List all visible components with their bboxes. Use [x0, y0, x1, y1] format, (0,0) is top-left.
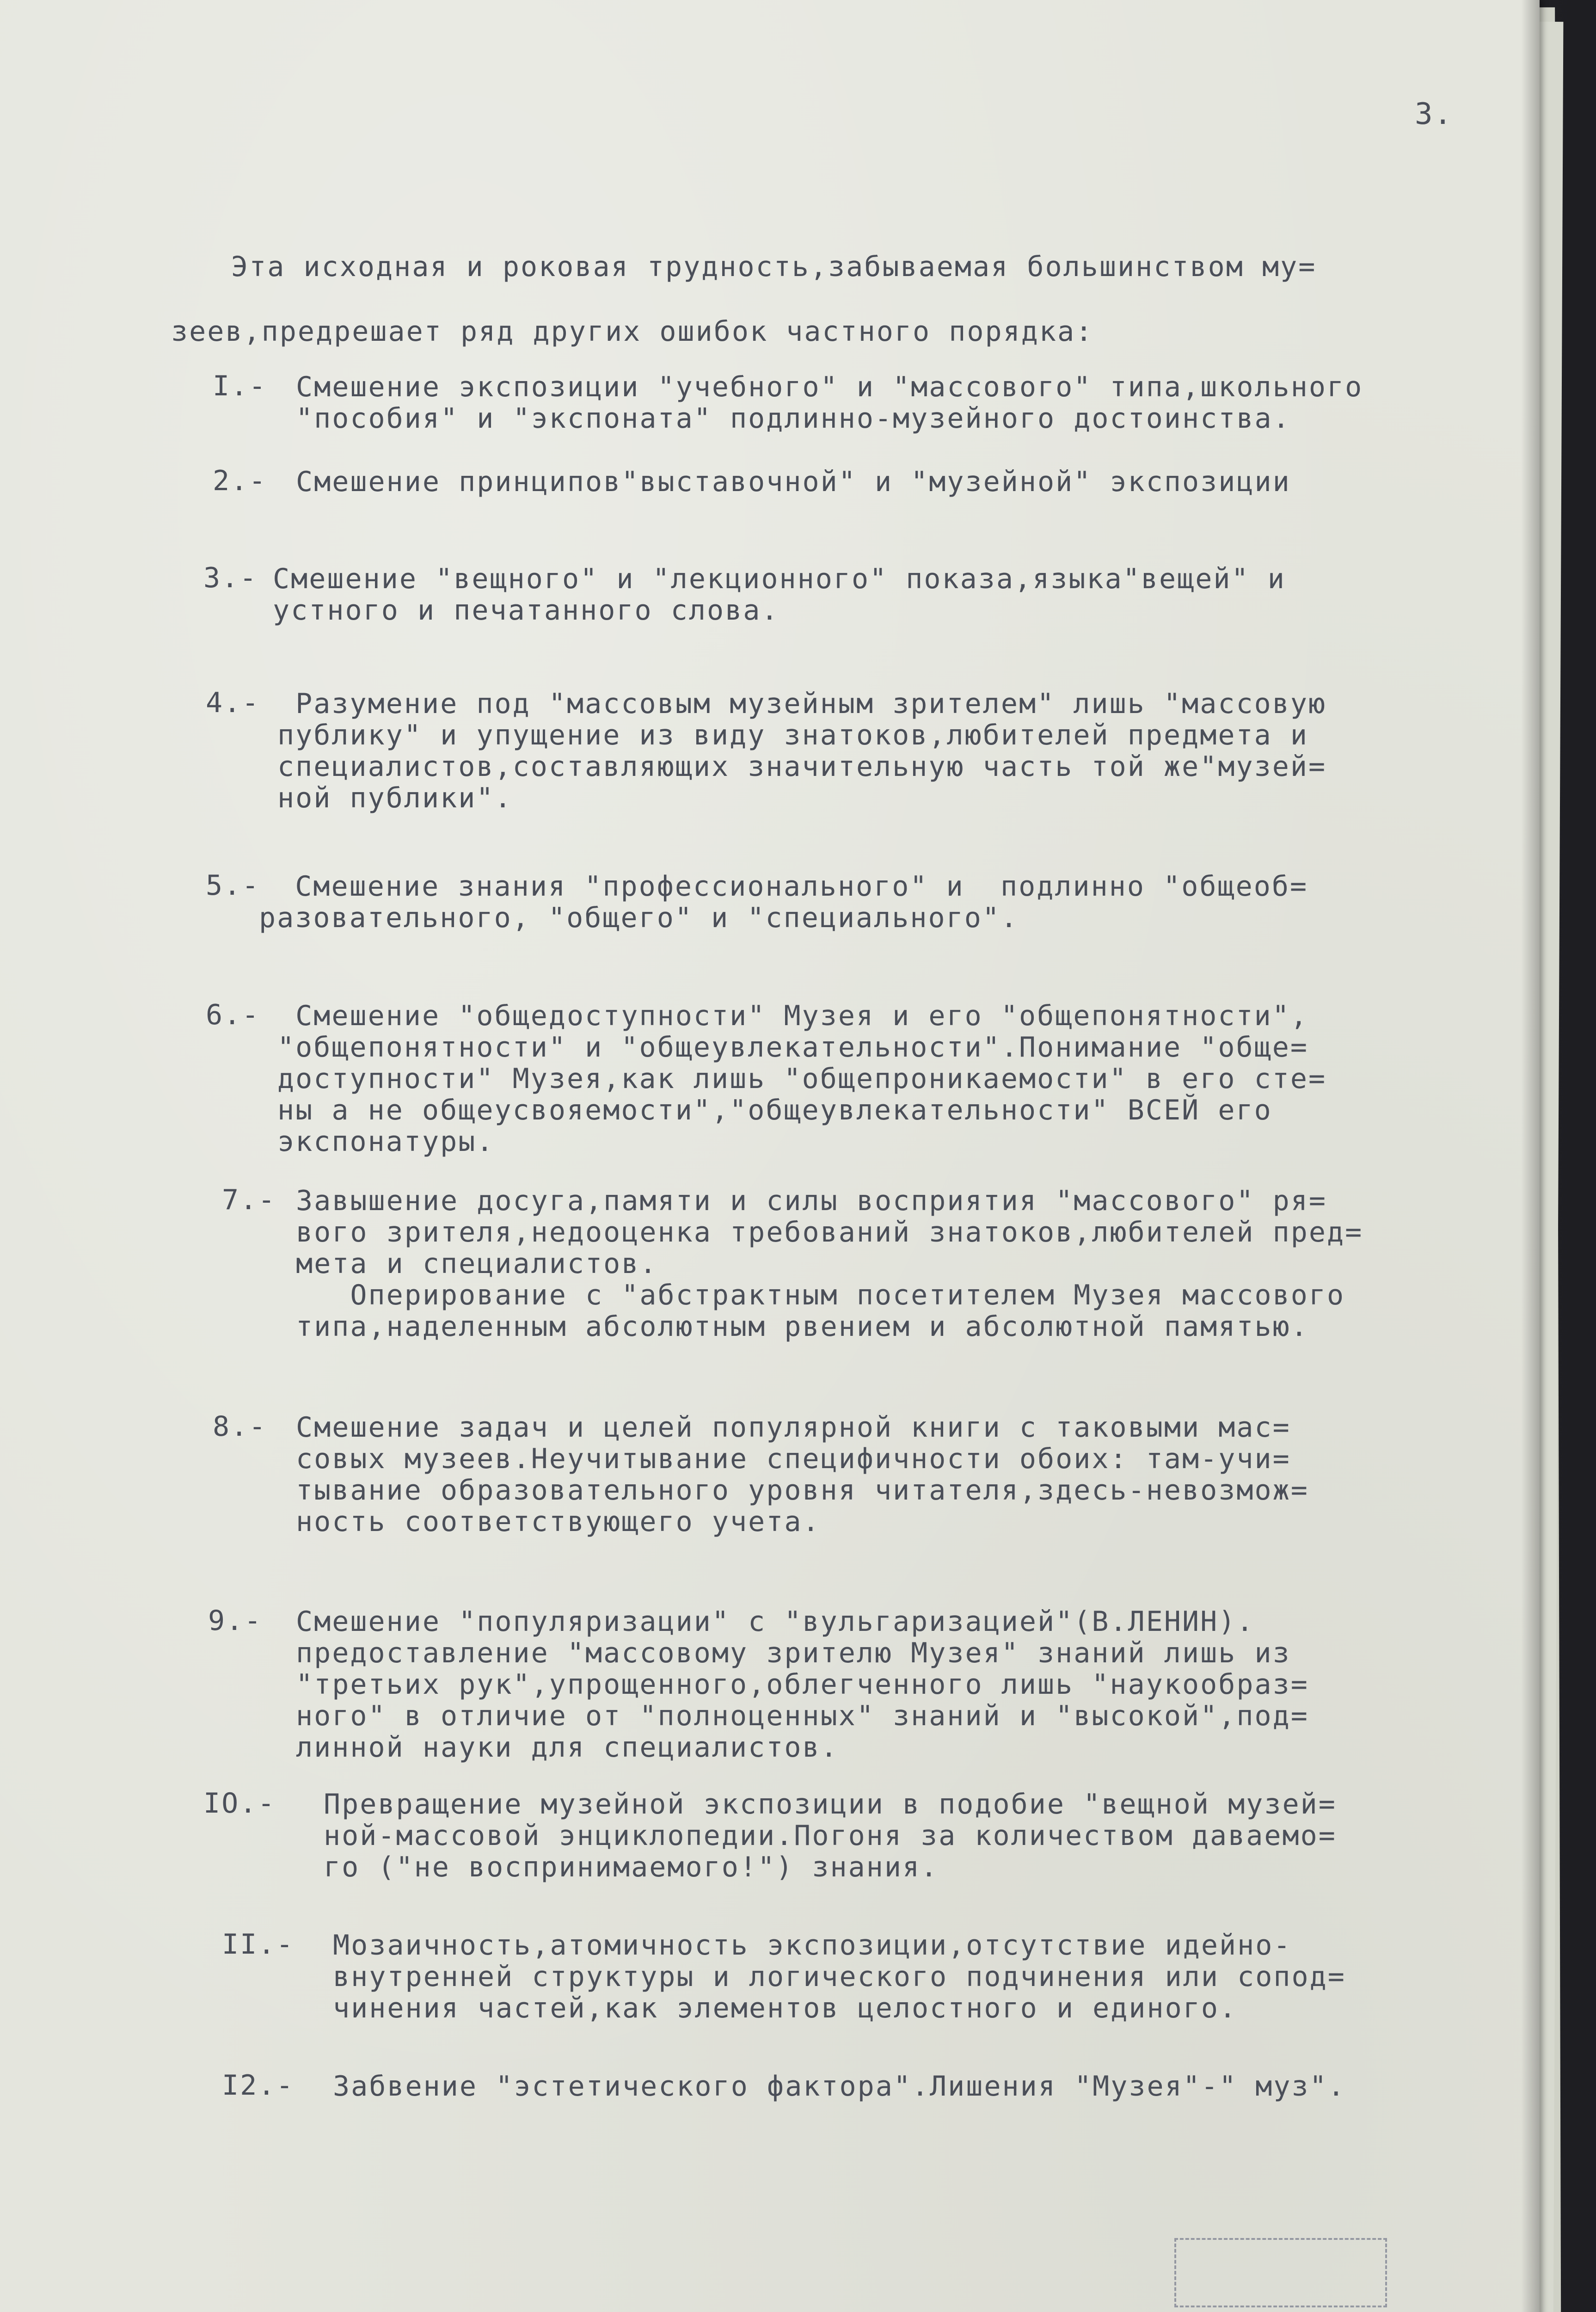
page-number: 3. — [1415, 97, 1454, 131]
list-item-number: 6.- — [206, 999, 260, 1031]
list-item-line: Смешение "общедоступности" Музея и его "общепонятности", — [277, 1000, 1309, 1032]
list-item-line: экспонатуры. — [277, 1125, 495, 1158]
list-item-line: предоставление "массовому зрителю Музея" знаний лишь из — [296, 1637, 1291, 1669]
archive-stamp — [1174, 2238, 1387, 2307]
page-edge-shadow — [1521, 0, 1540, 2312]
list-item-line: Превращение музейной экспозиции в подобие "вещной музей= — [324, 1788, 1337, 1820]
intro-line-1: Эта исходная и роковая трудность,забываемая большинством му= — [231, 251, 1317, 283]
list-item-line: Смешение знания "профессионального" и подлинно "общеоб= — [259, 870, 1308, 903]
list-item-number: II.- — [222, 1928, 295, 1961]
list-item-line: внутренней структуры и логического подчинения или сопод= — [333, 1961, 1346, 1993]
list-item-line: го ("не воспринимаемого!") знания. — [324, 1851, 939, 1883]
list-item-number: I2.- — [222, 2069, 295, 2102]
list-item-line: "пособия" и "экспоната" подлинно-музейного достоинства. — [296, 402, 1291, 435]
list-item-line: чинения частей,как элементов целостного и единого. — [333, 1992, 1238, 2024]
list-item-line: публику" и упущение из виду знатоков,любителей предмета и — [277, 719, 1309, 751]
list-item-line: специалистов,составляющих значительную часть той же"музей= — [277, 750, 1327, 783]
list-item-number: 8.- — [213, 1410, 267, 1443]
list-item-line: вого зрителя,недооценка требований знатоков,любителей пред= — [296, 1216, 1363, 1248]
list-item-line: мета и специалистов. — [296, 1248, 658, 1280]
list-item-line: Мозаичность,атомичность экспозиции,отсутствие идейно- — [333, 1929, 1292, 1962]
list-item-number: 7.- — [222, 1184, 276, 1216]
list-item-number: IO.- — [203, 1787, 276, 1820]
list-item-line: типа,наделенным абсолютным рвением и абсолютной памятью. — [296, 1310, 1309, 1343]
list-item-number: I.- — [213, 370, 267, 402]
list-item-line: Смешение задач и целей популярной книги с таковыми мас= — [296, 1411, 1291, 1444]
list-item-line: ной-массовой энциклопедии.Погоня за количеством даваемо= — [324, 1820, 1337, 1852]
list-item-number: 5.- — [206, 869, 260, 902]
list-item-line: Смешение принципов"выставочной" и "музейной" экспозиции — [296, 466, 1291, 498]
list-item-line: "третьих рук",упрощенного,облегченного лишь "наукообраз= — [296, 1668, 1309, 1701]
list-item-line: Завышение досуга,памяти и силы восприятия "массового" ря= — [296, 1185, 1327, 1217]
list-item-number: 2.- — [213, 465, 267, 497]
list-item-line: тывание образовательного уровня читателя,здесь-невозмож= — [296, 1474, 1309, 1506]
list-item-number: 4.- — [206, 687, 260, 719]
list-item-line: доступности" Музея,как лишь "общепроникаемости" в его сте= — [277, 1063, 1327, 1095]
list-item-line: Разумение под "массовым музейным зрителем" лишь "массовую — [277, 688, 1327, 720]
list-item-line: "общепонятности" и "общеувлекательности".Понимание "обще= — [277, 1031, 1309, 1064]
list-item-line: ны а не общеусвояемости","общеувлекательности" ВСЕЙ его — [277, 1094, 1272, 1126]
list-item-line: Смешение "вещного" и "лекционного" показа,языка"вещей" и — [273, 563, 1286, 595]
list-item-line: устного и печатанного слова. — [273, 594, 780, 627]
list-item-line: совых музеев.Неучитывание специфичности обоих: там-учи= — [296, 1443, 1291, 1475]
list-item-line: Оперирование с "абстрактным посетителем Музея массового — [296, 1279, 1345, 1311]
list-item-line: ность соответствующего учета. — [296, 1506, 821, 1538]
list-item-line: Смешение "популяризации" с "вульгаризацией"(В.ЛЕНИН). — [296, 1605, 1255, 1638]
list-item-line: линной науки для специалистов. — [296, 1731, 839, 1764]
list-item-line: ного" в отличие от "полноценных" знаний и "высокой",под= — [296, 1700, 1309, 1732]
list-item-number: 3.- — [203, 562, 258, 594]
list-item-line: Смешение экспозиции "учебного" и "массового" типа,школьного — [296, 371, 1363, 403]
list-item-line: разовательного, "общего" и "специального". — [259, 902, 1019, 934]
list-item-line: ной публики". — [277, 782, 513, 814]
intro-line-2: зеев,предрешает ряд других ошибок частного порядка: — [171, 315, 1094, 348]
list-item-number: 9.- — [208, 1605, 263, 1637]
list-item-line: Забвение "эстетического фактора".Лишения "Музея"-" муз". — [333, 2070, 1346, 2103]
